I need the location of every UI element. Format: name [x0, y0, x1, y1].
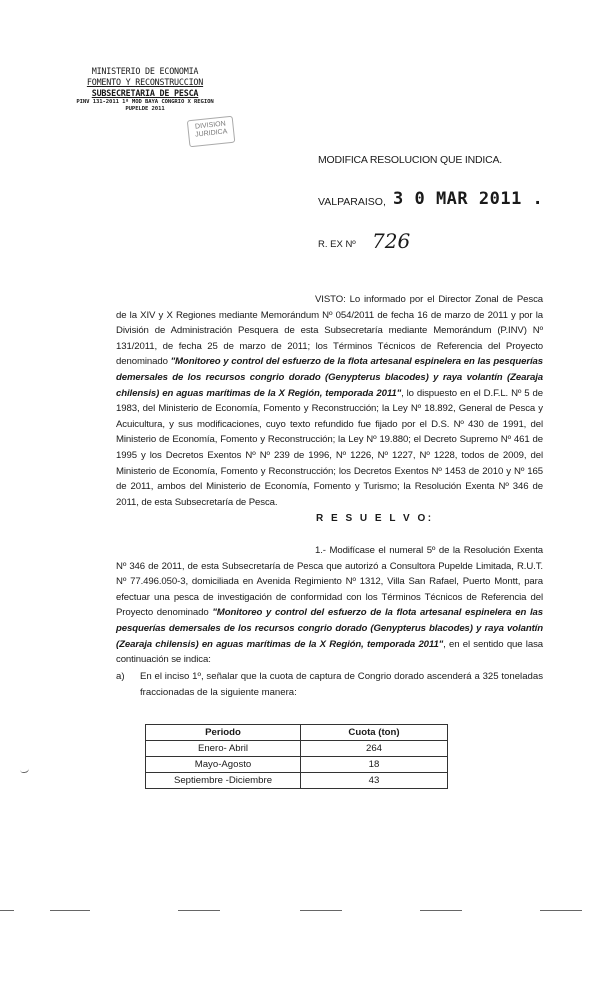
footer-rule	[0, 910, 14, 911]
header-line-4: PINV 131-2011 1º MOD BAYA CONGRIO X REGION	[76, 99, 214, 105]
table-header-row	[146, 725, 448, 741]
cuota-cell: 18	[301, 757, 448, 773]
footer-rule	[178, 910, 220, 911]
resuelvo-heading: R E S U E L V O:	[316, 513, 434, 524]
visto-text-1: VISTO: Lo informado por el Director Zonal de Pesca de la XIV y X Regiones mediante Memorándum Nº 054/2011 de fecha 16 de marzo de 2011 y por la División de Administración Pesquera de esta Subsecretaría mediante Memorándum (P.INV) Nº 131/2011, de fecha 25 de marzo de 2011; los Términos Técnicos de Referencia del Proyecto denominado	[116, 294, 543, 368]
cuota-cell: 264	[301, 741, 448, 757]
table-row	[146, 773, 448, 789]
cuota-cell: 43	[301, 773, 448, 789]
periodo-cell: Septiembre -Diciembre	[146, 773, 301, 789]
footer-rule	[420, 910, 462, 911]
visto-paragraph	[116, 292, 543, 510]
visto-text-3: , lo dispuesto en el D.F.L. Nº 5 de 1983, del Ministerio de Economía, Fomento y Reconstrucción; la Ley Nº 18.892, General de Pesca y Acuicultura, y sus modificaciones, cuyo texto refundido fue fijado por el D.S. Nº 430 de 1991, del Ministerio de Economía, Fomento y Reconstrucción; la Ley Nº 19.880; el Decreto Supremo Nº 461 de 1995 y los Decretos Exentos Nº Nº 239 de 1996, Nº 1226, Nº 1227, Nº 1228, todos de 2009, del Ministerio de Economía, Fomento y Reconstrucción; los Decretos Exentos Nº 1453 de 2010 y Nº 165 de 2011, ambos del Ministerio de Economía, Fomento y Turismo; la Resolución Exenta Nº 346 de 2011, de esta Subsecretaría de Pesca.	[116, 387, 543, 508]
point1-project-name: "Monitoreo y control del esfuerzo de la flota artesanal espinelera en las pesquerías demersales de los recursos congrio dorado (Genypterus blacodes) y raya volantín (Zearaja chilensis) en aguas marítimas de la X Región, temporada 2011"	[116, 607, 543, 650]
document-title: MODIFICA RESOLUCION QUE INDICA.	[318, 154, 502, 166]
table-row	[146, 757, 448, 773]
division-stamp	[187, 116, 235, 147]
margin-mark	[20, 767, 30, 773]
ministry-header	[70, 66, 220, 113]
resolution-number-label: R. EX Nº	[318, 239, 356, 250]
header-line-1: MINISTERIO DE ECONOMIA	[91, 66, 199, 76]
date-stamp: 3 0 MAR 2011 .	[393, 189, 544, 209]
periodo-cell: Mayo-Agosto	[146, 757, 301, 773]
date-label: VALPARAISO,	[318, 196, 386, 208]
item-a-text: En el inciso 1º, señalar que la cuota de captura de Congrio dorado ascenderá a 325 toneladas fraccionadas de la siguiente manera:	[140, 671, 543, 698]
visto-project-name: "Monitoreo y control del esfuerzo de la flota artesanal espinelera en las pesquerías demersales de los recursos congrio dorado (Genypterus blacodes) y raya volantín (Zearaja chilensis) en aguas marítimas de la X Región, temporada 2011"	[116, 356, 544, 399]
footer-rule	[540, 910, 582, 911]
footer-rule	[50, 910, 90, 911]
table-row	[146, 741, 448, 757]
point1-text-1: 1.- Modifícase el numeral 5º de la Resolución Exenta Nº 346 de 2011, de esta Subsecretaría de Pesca que autorizó a Consultora Pupelde Limitada, R.U.T. Nº 77.496.050-3, domiciliada en Avenida Regimiento Nº 1312, Villa San Rafael, Puerto Montt, para efectuar una pesca de investigación de conformidad con los Términos Técnicos de Referencia del Proyecto denominado	[116, 545, 543, 619]
header-line-5: PUPELDE 2011	[125, 106, 165, 112]
header-line-3: SUBSECRETARIA DE PESCA	[91, 88, 199, 98]
resolution-number: 726	[372, 229, 411, 253]
item-a-label: a)	[116, 671, 125, 682]
point1-text-3: , en el sentido que lasa continuación se indica:	[116, 638, 544, 666]
col-cuota-header: Cuota (ton)	[301, 725, 448, 741]
item-a	[116, 669, 543, 700]
resolution-point-1	[116, 543, 543, 668]
quota-table	[145, 724, 448, 789]
header-line-2: FOMENTO Y RECONSTRUCCION	[86, 77, 204, 87]
col-periodo-header: Periodo	[146, 725, 301, 741]
footer-rule	[300, 910, 342, 911]
stamp-text: DIVISION JURIDICA	[194, 120, 228, 139]
periodo-cell: Enero- Abril	[146, 741, 301, 757]
